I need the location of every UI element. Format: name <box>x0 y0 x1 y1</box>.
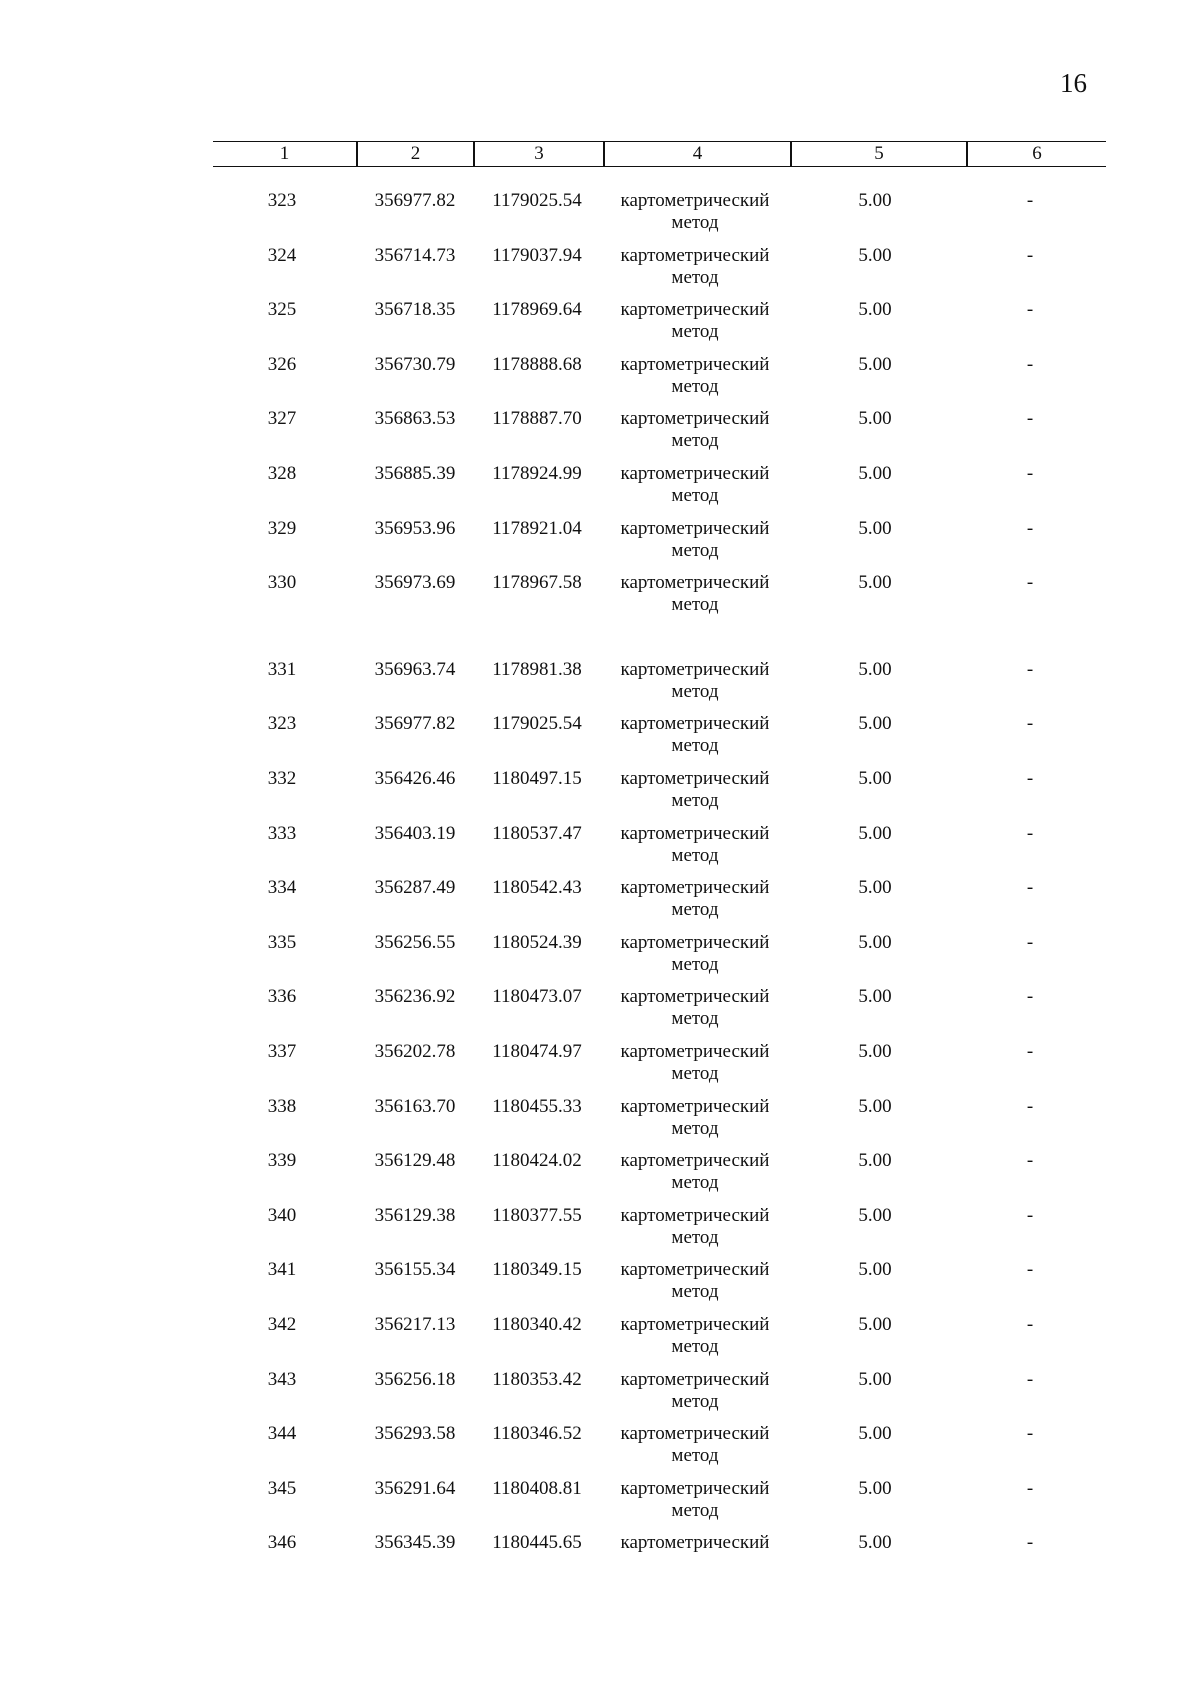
x-coordinate-cell: 356977.82 <box>374 713 456 735</box>
note-cell: - <box>1026 517 1034 539</box>
x-coordinate-cell: 356217.13 <box>374 1314 456 1335</box>
method-cell: картометрический метод <box>620 1095 770 1139</box>
y-coordinate-cell: 1178924.99 <box>492 463 582 484</box>
method-cell: картометрический метод <box>620 572 770 616</box>
x-coordinate-cell: 356293.58 <box>374 1423 456 1445</box>
accuracy-cell: 5.00 <box>858 768 892 789</box>
accuracy-cell: 5.00 <box>858 408 892 430</box>
table-row <box>0 1532 1200 1580</box>
table-row <box>0 1259 1200 1307</box>
point-number-cell: 341 <box>267 1259 297 1281</box>
method-cell: картометрический метод <box>620 1204 770 1248</box>
method-cell: картометрический метод <box>620 713 770 757</box>
column-header-2: 2 <box>410 143 421 164</box>
point-number-cell: 346 <box>267 1532 297 1554</box>
y-coordinate-cell: 1180424.02 <box>492 1150 582 1172</box>
x-coordinate-cell: 356155.34 <box>374 1259 456 1281</box>
point-number-cell: 323 <box>267 713 297 735</box>
table-row <box>0 463 1200 511</box>
y-coordinate-cell: 1180353.42 <box>492 1368 582 1390</box>
table-row <box>0 518 1200 566</box>
method-cell: картометрический метод <box>620 408 770 452</box>
table-row <box>0 768 1200 816</box>
point-number-cell: 327 <box>267 408 297 430</box>
column-header-4: 4 <box>692 143 703 164</box>
accuracy-cell: 5.00 <box>858 1368 892 1390</box>
point-number-cell: 344 <box>267 1423 297 1445</box>
point-number-cell: 334 <box>267 877 297 899</box>
table-row <box>0 823 1200 871</box>
table-row <box>0 354 1200 402</box>
table-row <box>0 877 1200 925</box>
accuracy-cell: 5.00 <box>858 1532 892 1554</box>
x-coordinate-cell: 356291.64 <box>374 1477 456 1499</box>
method-cell: картометрический метод <box>620 299 770 343</box>
accuracy-cell: 5.00 <box>858 1095 892 1117</box>
x-coordinate-cell: 356714.73 <box>374 244 456 266</box>
note-cell: - <box>1026 658 1034 680</box>
y-coordinate-cell: 1178969.64 <box>492 299 582 321</box>
method-cell: картометрический метод <box>620 1259 770 1303</box>
x-coordinate-cell: 356426.46 <box>374 768 456 789</box>
accuracy-cell: 5.00 <box>858 1423 892 1445</box>
point-number-cell: 323 <box>267 190 297 211</box>
note-cell: - <box>1026 1150 1034 1172</box>
column-header-1: 1 <box>279 143 290 164</box>
accuracy-cell: 5.00 <box>858 1150 892 1172</box>
y-coordinate-cell: 1180408.81 <box>492 1477 582 1499</box>
method-cell: картометрический метод <box>620 1314 770 1357</box>
accuracy-cell: 5.00 <box>858 299 892 321</box>
note-cell: - <box>1026 1477 1034 1499</box>
y-coordinate-cell: 1180346.52 <box>492 1423 582 1445</box>
method-cell: картометрический метод <box>620 986 770 1030</box>
method-cell: картометрический метод <box>620 877 770 921</box>
method-cell: картометрический метод <box>620 517 770 561</box>
point-number-cell: 340 <box>267 1204 297 1226</box>
accuracy-cell: 5.00 <box>858 931 892 953</box>
note-cell: - <box>1026 1259 1034 1281</box>
note-cell: - <box>1026 1095 1034 1117</box>
y-coordinate-cell: 1178887.70 <box>492 408 582 430</box>
x-coordinate-cell: 356256.55 <box>374 931 456 953</box>
note-cell: - <box>1026 1041 1034 1062</box>
point-number-cell: 345 <box>267 1477 297 1499</box>
table-row <box>0 245 1200 293</box>
point-number-cell: 333 <box>267 822 297 844</box>
note-cell: - <box>1026 1532 1034 1554</box>
note-cell: - <box>1026 877 1034 899</box>
x-coordinate-cell: 356973.69 <box>374 572 456 594</box>
table-row <box>0 1150 1200 1198</box>
y-coordinate-cell: 1180524.39 <box>492 931 582 953</box>
note-cell: - <box>1026 572 1034 594</box>
y-coordinate-cell: 1179025.54 <box>492 190 582 211</box>
table-row <box>0 408 1200 456</box>
accuracy-cell: 5.00 <box>858 517 892 539</box>
x-coordinate-cell: 356953.96 <box>374 517 456 539</box>
note-cell: - <box>1026 1204 1034 1226</box>
y-coordinate-cell: 1180474.97 <box>492 1041 582 1062</box>
table-row <box>0 1423 1200 1471</box>
y-coordinate-cell: 1180497.15 <box>492 768 582 789</box>
point-number-cell: 337 <box>267 1041 297 1062</box>
note-cell: - <box>1026 190 1034 211</box>
column-header-6: 6 <box>1032 143 1042 164</box>
note-cell: - <box>1026 1368 1034 1390</box>
table-row <box>0 659 1200 707</box>
accuracy-cell: 5.00 <box>858 658 892 680</box>
point-number-cell: 328 <box>267 463 297 484</box>
x-coordinate-cell: 356256.18 <box>374 1368 456 1390</box>
method-cell: картометрический метод <box>620 244 770 288</box>
table-row <box>0 1041 1200 1089</box>
accuracy-cell: 5.00 <box>858 1314 892 1335</box>
x-coordinate-cell: 356963.74 <box>374 658 456 680</box>
point-number-cell: 331 <box>267 658 297 680</box>
column-header-row <box>213 141 1106 167</box>
accuracy-cell: 5.00 <box>858 986 892 1008</box>
note-cell: - <box>1026 1314 1034 1335</box>
accuracy-cell: 5.00 <box>858 190 892 211</box>
point-number-cell: 343 <box>267 1368 297 1390</box>
point-number-cell: 329 <box>267 517 297 539</box>
note-cell: - <box>1026 353 1034 375</box>
table-row <box>0 1369 1200 1417</box>
table-row <box>0 1314 1200 1362</box>
y-coordinate-cell: 1178967.58 <box>492 572 582 594</box>
accuracy-cell: 5.00 <box>858 713 892 735</box>
table-row <box>0 299 1200 347</box>
accuracy-cell: 5.00 <box>858 353 892 375</box>
y-coordinate-cell: 1180542.43 <box>492 877 582 899</box>
method-cell: картометрический метод <box>620 1423 770 1467</box>
note-cell: - <box>1026 713 1034 735</box>
x-coordinate-cell: 356129.48 <box>374 1150 456 1172</box>
method-cell: картометрический метод <box>620 190 770 233</box>
accuracy-cell: 5.00 <box>858 244 892 266</box>
x-coordinate-cell: 356236.92 <box>374 986 456 1008</box>
accuracy-cell: 5.00 <box>858 572 892 594</box>
y-coordinate-cell: 1180537.47 <box>492 822 582 844</box>
point-number-cell: 332 <box>267 768 297 789</box>
method-cell: картометрический метод <box>620 463 770 506</box>
x-coordinate-cell: 356718.35 <box>374 299 456 321</box>
point-number-cell: 325 <box>267 299 297 321</box>
table-row <box>0 572 1200 620</box>
accuracy-cell: 5.00 <box>858 463 892 484</box>
y-coordinate-cell: 1178888.68 <box>492 353 582 375</box>
note-cell: - <box>1026 931 1034 953</box>
accuracy-cell: 5.00 <box>858 877 892 899</box>
point-number-cell: 324 <box>267 244 297 266</box>
accuracy-cell: 5.00 <box>858 1477 892 1499</box>
method-cell: картометрический метод <box>620 1368 770 1412</box>
table-row <box>0 986 1200 1034</box>
x-coordinate-cell: 356163.70 <box>374 1095 456 1117</box>
y-coordinate-cell: 1179037.94 <box>492 244 582 266</box>
method-cell: картометрический метод <box>620 931 770 975</box>
x-coordinate-cell: 356287.49 <box>374 877 456 899</box>
note-cell: - <box>1026 244 1034 266</box>
method-cell: картометрический метод <box>620 1150 770 1194</box>
method-cell: картометрический метод <box>620 1041 770 1084</box>
y-coordinate-cell: 1180445.65 <box>492 1532 582 1554</box>
x-coordinate-cell: 356730.79 <box>374 353 456 375</box>
column-header-3: 3 <box>534 143 544 164</box>
x-coordinate-cell: 356977.82 <box>374 190 456 211</box>
x-coordinate-cell: 356403.19 <box>374 822 456 844</box>
y-coordinate-cell: 1180377.55 <box>492 1204 582 1226</box>
note-cell: - <box>1026 768 1034 789</box>
point-number-cell: 330 <box>267 572 297 594</box>
table-row <box>0 1205 1200 1253</box>
y-coordinate-cell: 1178981.38 <box>492 658 582 680</box>
point-number-cell: 342 <box>267 1314 297 1335</box>
x-coordinate-cell: 356885.39 <box>374 463 456 484</box>
point-number-cell: 338 <box>267 1095 297 1117</box>
method-cell: картометрический метод <box>620 658 770 702</box>
accuracy-cell: 5.00 <box>858 1259 892 1281</box>
y-coordinate-cell: 1180473.07 <box>492 986 582 1008</box>
page-number: 16 <box>1060 68 1087 98</box>
method-cell: картометрический метод <box>620 768 770 811</box>
x-coordinate-cell: 356202.78 <box>374 1041 456 1062</box>
table-row <box>0 1096 1200 1144</box>
y-coordinate-cell: 1178921.04 <box>492 517 582 539</box>
note-cell: - <box>1026 408 1034 430</box>
point-number-cell: 336 <box>267 986 297 1008</box>
table-row <box>0 713 1200 761</box>
x-coordinate-cell: 356345.39 <box>374 1532 456 1554</box>
point-number-cell: 326 <box>267 353 297 375</box>
note-cell: - <box>1026 463 1034 484</box>
note-cell: - <box>1026 299 1034 321</box>
accuracy-cell: 5.00 <box>858 822 892 844</box>
method-cell: картометрический метод <box>620 1477 770 1521</box>
point-number-cell: 339 <box>267 1150 297 1172</box>
table-row <box>0 932 1200 980</box>
point-number-cell: 335 <box>267 931 297 953</box>
method-cell: картометрический метод <box>620 822 770 866</box>
table-row <box>0 190 1200 238</box>
y-coordinate-cell: 1179025.54 <box>492 713 582 735</box>
accuracy-cell: 5.00 <box>858 1041 892 1062</box>
column-header-5: 5 <box>874 143 884 164</box>
method-cell: картометрический <box>620 1532 770 1554</box>
note-cell: - <box>1026 1423 1034 1445</box>
x-coordinate-cell: 356863.53 <box>374 408 456 430</box>
x-coordinate-cell: 356129.38 <box>374 1204 456 1226</box>
y-coordinate-cell: 1180340.42 <box>492 1314 582 1335</box>
accuracy-cell: 5.00 <box>858 1204 892 1226</box>
y-coordinate-cell: 1180349.15 <box>492 1259 582 1281</box>
y-coordinate-cell: 1180455.33 <box>492 1095 582 1117</box>
note-cell: - <box>1026 986 1034 1008</box>
note-cell: - <box>1026 822 1034 844</box>
method-cell: картометрический метод <box>620 353 770 397</box>
table-row <box>0 1478 1200 1526</box>
